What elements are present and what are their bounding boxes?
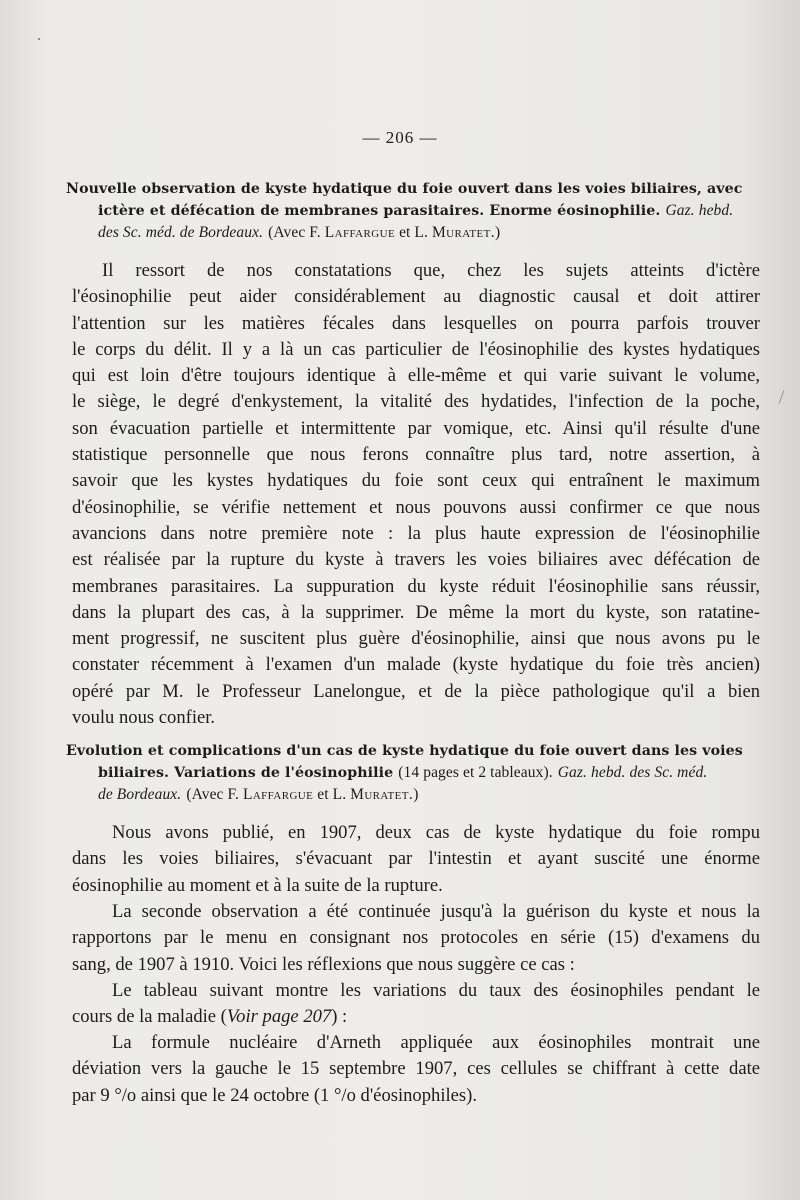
entry-1-para-line: voulu nous confier. bbox=[72, 707, 216, 729]
entry-2-authors-prefix: (Avec F. bbox=[186, 786, 239, 803]
entry-1-paragraph bbox=[72, 258, 760, 731]
entry-1-title-line-3 bbox=[66, 222, 756, 244]
entry-1-author-2: Muratet. bbox=[431, 224, 495, 241]
entry-2-p1-line: dans les voies biliaires, s'évacuant par l'intestin et ayant suscité une énorme bbox=[72, 848, 760, 870]
entry-2-title-line-2 bbox=[66, 762, 756, 784]
entry-1-title-line-1: Nouvelle observation de kyste hydatique du foie ouvert dans les voies biliaires, avec bbox=[66, 181, 743, 197]
page-number: — 206 — bbox=[362, 128, 438, 147]
entry-1-para-line: dans la plupart des cas, à la supprimer. De même la mort du kyste, son ratatine- bbox=[72, 601, 760, 623]
entry-2-paragraph-4 bbox=[72, 1030, 760, 1109]
entry-1-para-line: qui est loin d'être toujours identique à elle-même et qui varie suivant le volume, bbox=[72, 365, 760, 387]
entry-2-source-a: Gaz. hebd. des Sc. méd. bbox=[557, 764, 708, 781]
entry-2-p4-line: déviation vers la gauche le 15 septembre 1907, ces cellules se chiffrant à cette date bbox=[72, 1058, 760, 1080]
entry-2-p2-line: rapportons par le menu en consignant nos protocoles en série (15) d'examens du bbox=[72, 927, 760, 949]
entry-2-p4-line: La formule nucléaire d'Arneth appliquée aux éosinophiles montrait une bbox=[112, 1032, 760, 1053]
entry-1-para-line: d'éosinophilie, se vérifie nettement et nous pouvons aussi confirmer ce que nous bbox=[72, 496, 760, 518]
entry-1-para-line: le siège, le degré d'enkystement, la vitalité des hydatides, l'infection de la poche, bbox=[72, 391, 760, 413]
entry-1-authors-prefix: (Avec F. bbox=[268, 224, 321, 241]
entry-2-authors-mid: et L. bbox=[317, 786, 347, 803]
entry-2-authors bbox=[186, 786, 418, 803]
entry-1-para-line: son évacuation partielle et intermittente par vomique, etc. Ainsi qu'il résulte d'une bbox=[72, 417, 760, 439]
entry-1-para-line: constater récemment à l'examen d'un malade (kyste hydatique du foie très ancien) bbox=[72, 654, 760, 676]
entry-2-p3-line-2 bbox=[72, 1004, 760, 1030]
entry-1-para-line: savoir que les kystes hydatiques du foie sont ceux qui entraînent le maximum bbox=[72, 470, 760, 492]
entry-1-para-line: l'attention sur les matières fécales dans lesquelles on pourra parfois trouver bbox=[72, 312, 760, 334]
entry-1-author-1: Laffargue bbox=[324, 224, 396, 241]
entry-2-p3-suffix: ) : bbox=[331, 1006, 348, 1028]
entry-1-heading bbox=[66, 178, 756, 244]
entry-2-page-reference: Voir page 207 bbox=[226, 1006, 332, 1028]
entry-1-para-line: le corps du délit. Il y a là un cas particulier de l'éosinophilie des kystes hydatiques bbox=[72, 338, 760, 360]
paper-speck bbox=[38, 38, 40, 40]
entry-2-p3-prefix: cours de la maladie ( bbox=[72, 1006, 227, 1028]
entry-1-title-line-2 bbox=[66, 200, 756, 222]
entry-1-authors bbox=[268, 224, 500, 241]
entry-2-p1-line: Nous avons publié, en 1907, deux cas de kyste hydatique du foie rompu bbox=[112, 822, 760, 843]
entry-1-source-a: Gaz. hebd. bbox=[665, 202, 734, 219]
entry-1-authors-suffix: ) bbox=[494, 224, 501, 241]
entry-2-source-b: de Bordeaux. bbox=[98, 786, 182, 803]
entry-2-title-bold: biliaires. Variations de l'éosinophilie bbox=[98, 765, 394, 781]
entry-1-authors-mid: et L. bbox=[399, 224, 428, 241]
entry-1-para-line: statistique personnelle que nous ferons connaître plus tard, notre assertion, à bbox=[72, 444, 760, 466]
entry-1-source-b: des Sc. méd. de Bordeaux. bbox=[98, 224, 264, 241]
entry-2-heading bbox=[66, 740, 756, 806]
entry-1-para-line: ment progressif, ne suscitent plus guère d'éosinophilie, ainsi que nous avons pu le bbox=[72, 628, 760, 650]
entry-2-author-1: Laffargue bbox=[242, 786, 314, 803]
entry-1-para-line: membranes parasitaires. La suppuration du kyste réduit l'éosinophilie sans réussir, bbox=[72, 575, 760, 597]
entry-2-title-line-1: Evolution et complications d'un cas de kyste hydatique du foie ouvert dans les voies bbox=[66, 743, 743, 759]
entry-2-paragraph-1 bbox=[72, 820, 760, 899]
entry-2-title-pages: (14 pages et 2 tableaux). bbox=[398, 764, 553, 781]
entry-2-paragraph-2 bbox=[72, 899, 760, 978]
entry-2-p3-line-1: Le tableau suivant montre les variations du taux des éosinophiles pendant le bbox=[112, 980, 760, 1001]
entry-2-title-line-3 bbox=[66, 784, 756, 806]
entry-2-p4-line: par 9 °/o ainsi que le 24 octobre (1 °/o d'éosinophiles). bbox=[72, 1084, 477, 1106]
paper-mark bbox=[779, 390, 785, 403]
entry-1-para-line: Il ressort de nos constatations que, chez les sujets atteints d'ictère bbox=[102, 260, 760, 281]
entry-2-p1-line: éosinophilie au moment et à la suite de la rupture. bbox=[72, 874, 443, 896]
entry-1-para-line: avancions dans notre première note : la plus haute expression de l'éosinophilie bbox=[72, 522, 760, 544]
entry-2-p2-line: La seconde observation a été continuée jusqu'à la guérison du kyste et nous la bbox=[112, 901, 760, 922]
entry-1-para-line: opéré par M. le Professeur Lanelongue, et de la pièce pathologique qu'il a bien bbox=[72, 680, 760, 702]
entry-2-authors-suffix: ) bbox=[413, 786, 419, 803]
entry-1-title-line-2-text: ictère et défécation de membranes parasitaires. Enorme éosinophilie. bbox=[98, 203, 661, 219]
entry-1-para-line: est réalisée par la rupture du kyste à travers les voies biliaires avec défécation de bbox=[72, 549, 760, 571]
entry-2-paragraph-3 bbox=[72, 978, 760, 1031]
entry-2-author-2: Muratet. bbox=[350, 786, 414, 803]
entry-1-para-line: l'éosinophilie peut aider considérablement au diagnostic causal et doit attirer bbox=[72, 286, 760, 308]
entry-2-p2-line: sang, de 1907 à 1910. Voici les réflexions que nous suggère ce cas : bbox=[72, 953, 575, 975]
